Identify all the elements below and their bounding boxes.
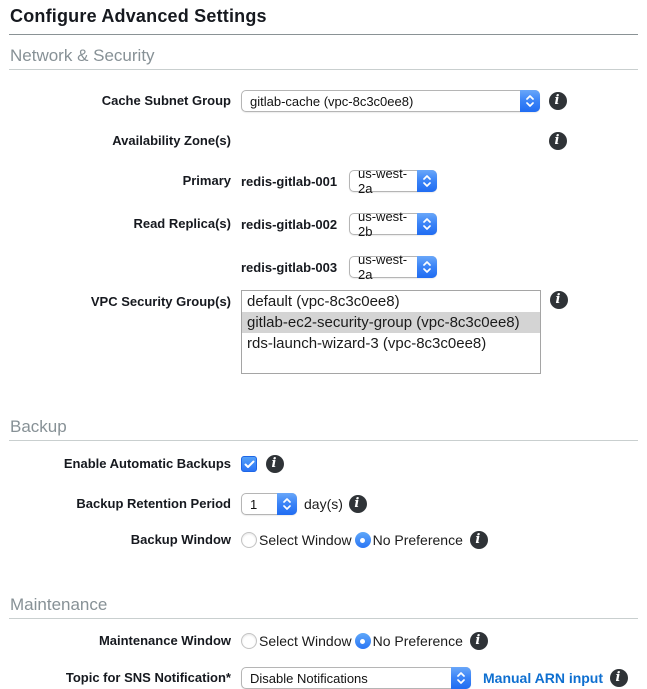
sns-topic-info-icon[interactable]: i <box>610 669 628 687</box>
maintenance-window-select-window-label: Select Window <box>259 633 352 649</box>
primary-zone-select[interactable] <box>349 166 437 196</box>
backup-retention-period-info-icon[interactable]: i <box>349 495 367 513</box>
select-stepper-icon <box>417 256 437 278</box>
vpc-security-groups-label: VPC Security Group(s) <box>90 294 231 309</box>
vpc-sg-option-rds[interactable]: rds-launch-wizard-3 (vpc-8c3c0ee8) <box>247 335 487 352</box>
row-backup-window <box>9 531 638 549</box>
availability-zones-spacer <box>241 141 540 142</box>
primary-node-name: redis-gitlab-001 <box>241 173 338 189</box>
select-stepper-icon <box>417 213 437 235</box>
backup-window-label: Backup Window <box>130 532 231 547</box>
enable-automatic-backups-label: Enable Automatic Backups <box>63 456 231 471</box>
checkmark-icon <box>244 460 255 469</box>
section-network-security: Network & Security <box>9 46 638 70</box>
sns-topic-label: Topic for SNS Notification* <box>65 670 231 685</box>
replica-2-zone-value: us-west-2a <box>358 252 408 282</box>
backup-window-no-preference-label: No Preference <box>372 532 463 548</box>
backup-retention-period-label: Backup Retention Period <box>76 496 231 511</box>
read-replicas-label: Read Replica(s) <box>133 216 231 231</box>
replica-1-node-name: redis-gitlab-002 <box>241 216 338 232</box>
cache-subnet-group-select[interactable] <box>241 90 540 112</box>
page-title: Configure Advanced Settings <box>10 6 267 26</box>
manual-arn-input-link[interactable]: Manual ARN input <box>483 670 604 686</box>
maintenance-window-no-preference-radio[interactable] <box>355 633 371 649</box>
maintenance-window-no-preference-label: No Preference <box>372 633 463 649</box>
section-maintenance: Maintenance <box>9 595 638 619</box>
select-stepper-icon <box>520 90 540 112</box>
backup-retention-period-value: 1 <box>250 496 258 512</box>
primary-zone-value: us-west-2a <box>358 166 408 196</box>
cache-subnet-group-label: Cache Subnet Group <box>101 93 231 108</box>
row-maintenance-window <box>9 632 638 650</box>
vpc-sg-option-gitlab[interactable]: gitlab-ec2-security-group (vpc-8c3c0ee8) <box>242 312 540 333</box>
maintenance-window-select-window-radio[interactable] <box>241 633 257 649</box>
select-stepper-icon <box>451 667 471 689</box>
enable-automatic-backups-info-icon[interactable]: i <box>266 455 284 473</box>
vpc-security-groups-listbox[interactable] <box>241 290 541 374</box>
cache-subnet-group-info-icon[interactable]: i <box>549 92 567 110</box>
row-read-replica-2 <box>9 252 638 282</box>
title-divider <box>9 34 638 35</box>
row-backup-retention-period <box>9 493 638 515</box>
primary-label: Primary <box>182 173 231 188</box>
radio-dot <box>360 639 365 644</box>
backup-window-select-window-radio[interactable] <box>241 532 257 548</box>
row-vpc-security-groups <box>9 290 638 374</box>
backup-retention-period-suffix: day(s) <box>304 496 343 512</box>
enable-automatic-backups-checkbox[interactable] <box>241 456 257 472</box>
replica-1-zone-value: us-west-2b <box>358 209 408 239</box>
cache-subnet-group-value: gitlab-cache (vpc-8c3c0ee8) <box>250 93 414 109</box>
row-cache-subnet-group <box>9 90 638 112</box>
backup-window-no-preference-radio[interactable] <box>355 532 371 548</box>
select-stepper-icon <box>417 170 437 192</box>
radio-dot <box>360 538 365 543</box>
row-availability-zones <box>9 132 638 150</box>
backup-window-info-icon[interactable]: i <box>470 531 488 549</box>
row-read-replica-1 <box>9 209 638 239</box>
section-backup: Backup <box>9 417 638 441</box>
select-stepper-icon <box>277 493 297 515</box>
row-sns-topic <box>9 667 638 689</box>
availability-zones-info-icon[interactable]: i <box>549 132 567 150</box>
replica-2-zone-select[interactable] <box>349 252 437 282</box>
vpc-security-groups-info-icon[interactable]: i <box>550 291 568 309</box>
row-enable-automatic-backups <box>9 455 638 473</box>
sns-topic-select[interactable] <box>241 667 471 689</box>
maintenance-window-info-icon[interactable]: i <box>470 632 488 650</box>
backup-window-select-window-label: Select Window <box>259 532 352 548</box>
replica-1-zone-select[interactable] <box>349 209 437 239</box>
backup-retention-period-select[interactable] <box>241 493 297 515</box>
vpc-sg-option-default[interactable]: default (vpc-8c3c0ee8) <box>247 293 400 310</box>
row-primary <box>9 166 638 196</box>
replica-2-node-name: redis-gitlab-003 <box>241 259 338 275</box>
availability-zones-label: Availability Zone(s) <box>112 133 231 148</box>
maintenance-window-label: Maintenance Window <box>98 633 231 648</box>
sns-topic-value: Disable Notifications <box>250 670 368 686</box>
